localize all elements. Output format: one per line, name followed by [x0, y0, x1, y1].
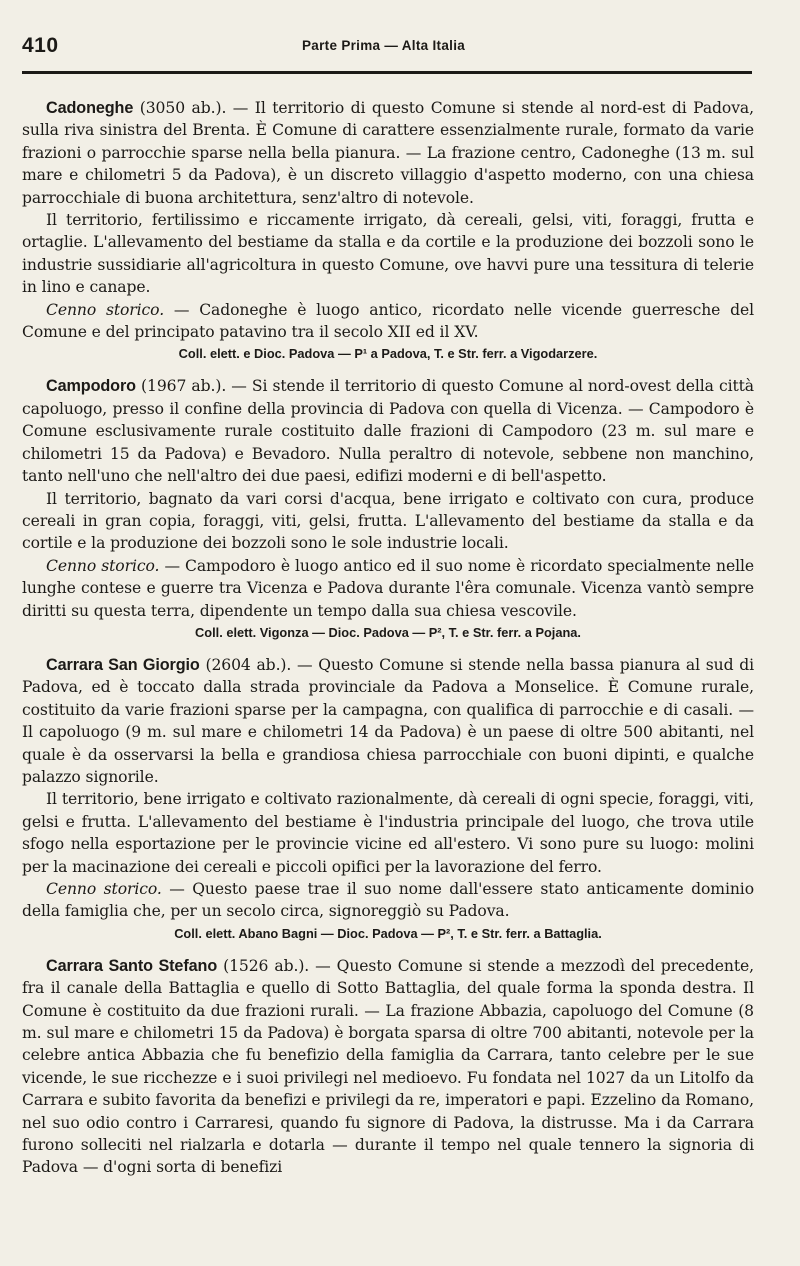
historical-note-label: Cenno storico.	[46, 556, 160, 575]
entry-footnote: Coll. elett. e Dioc. Padova — P¹ a Padova, T. e Str. ferr. a Vigodarzere.	[178, 346, 598, 362]
running-title: Parte Prima — Alta Italia	[302, 38, 466, 53]
entry-paragraph	[22, 209, 754, 299]
entry-paragraph	[22, 97, 754, 209]
historical-note-label: Cenno storico.	[46, 880, 162, 898]
entry-carrara-santo-stefano	[22, 955, 754, 1179]
paragraph-text: Il territorio, fertilissimo e riccamente irrigato, dà cereali, gelsi, viti, foraggi, frutta e ortaglie. L'allevamento del bestiame da stalla e da cortile e la produzione dei bozzoli sono le industrie sussidiarie all'agricoltura in questo Comune, ove havvi pure una tessitura di telerie in lino e canape.	[22, 211, 754, 297]
header-rule	[22, 71, 752, 74]
paragraph-text: (1967 ab.). — Si stende il territorio di questo Comune al nord-ovest della città capoluogo, presso il confine della provincia di Padova con quella di Vicenza. — Campodoro è Comune esclusivamente rurale costituito dalle frazioni di Campodoro (23 m. sul mare e chilometri 15 da Padova) e Bevadoro. Nulla peraltro di notevole, sebbene non manchino, tanto nell'uno che nell'altro dei due paesi, edifizi moderni e di bell'aspetto.	[22, 377, 754, 486]
page-number: 410	[22, 34, 59, 57]
entry-footnote: Coll. elett. Abano Bagni — Dioc. Padova — P², T. e Str. ferr. a Battaglia.	[174, 925, 602, 941]
entry-paragraph	[22, 788, 754, 878]
entry-cadoneghe	[22, 97, 754, 363]
paragraph-text: (2604 ab.). — Questo Comune si stende nella bassa pianura al sud di Padova, ed è toccato dalla strada provinciale da Padova a Monselice. È Comune rurale, costituito da varie frazioni sparse per la campagna, con qualifica di parrocchie e di casali. — Il capoluogo (9 m. sul mare e chilometri 14 da Padova) è un paese di oltre 500 abitanti, nel quale è da osservarsi la bella e grandiosa chiesa parrocchiale con buoni dipinti, e qualche palazzo signorile.	[22, 655, 754, 786]
entry-paragraph	[22, 878, 754, 923]
page-header	[22, 34, 752, 64]
entry-paragraph	[22, 555, 754, 622]
entry-name: Cadoneghe	[46, 99, 134, 117]
paragraph-text: Il territorio, bagnato da vari corsi d'acqua, bene irrigato e coltivato con cura, produce cereali in gran copia, foraggi, viti, gelsi, frutta. L'allevamento del bestiame da stalla e da cortile e la produzione dei bozzoli sono le sole industrie locali.	[22, 489, 754, 553]
paragraph-text: (1526 ab.). — Questo Comune si stende a mezzodì del precedente, fra il canale della Battaglia e quello di Sotto Battaglia, del quale forma la sponda destra. Il Comune è costituito da due frazioni rurali. — La frazione Abbazia, capoluogo del Comune (8 m. sul mare e chilometri 15 da Padova) è borgata sparsa di oltre 700 abitanti, notevole per la celebre antica Abbazia che fu benefizio della famiglia da Carrara, tanto celebre per le sue vicende, le sue ricchezze e i suoi privilegi nel medioevo. Fu fondata nel 1027 da un Litolfo da Carrara e subito favorita da benefizi e privilegi da re, imperatori e papi. Ezzelino da Romano, nel suo odio contro i Carraresi, quando fu signore di Padova, la distrusse. Ma i da Carrara furono solleciti nel rialzarla e dotarla — durante il tempo nel quale tennero la signoria di Padova — d'ogni sorta di benefizi	[22, 956, 754, 1177]
entry-paragraph	[22, 299, 754, 344]
entry-paragraph	[22, 654, 754, 788]
entry-name: Campodoro	[46, 377, 136, 396]
paragraph-text: Il territorio, bene irrigato e coltivato razionalmente, dà cereali di ogni specie, foraggi, viti, gelsi e frutta. L'allevamento del bestiame è l'industria principale del luogo, che trova utile sfogo nella esportazione per le provincie vicine ed all'estero. Vi sono pure su luogo: molini per la macinazione dei cereali e piccoli opifici per la lavorazione del ferro.	[22, 790, 754, 876]
entry-paragraph	[22, 488, 754, 555]
entry-footnote: Coll. elett. Vigonza — Dioc. Padova — P², T. e Str. ferr. a Pojana.	[195, 624, 581, 640]
paragraph-text: — Questo paese trae il suo nome dall'essere stato anticamente dominio della famiglia che, per un secolo circa, signoreggiò su Padova.	[22, 880, 754, 921]
entry-carrara-san-giorgio	[22, 654, 754, 943]
entry-name: Carrara San Giorgio	[46, 655, 200, 674]
entry-paragraph	[22, 955, 754, 1179]
paragraph-text: (3050 ab.). — Il territorio di questo Comune si stende al nord-est di Padova, sulla riva sinistra del Brenta. È Comune di carattere essenzialmente rurale, formato da varie frazioni o parrocchie sparse nella bella pianura. — La frazione centro, Cadoneghe (13 m. sul mare e chilometri 5 da Padova), è un discreto villaggio d'aspetto moderno, con una chiesa parrocchiale di buona architettura, senz'altro di notevole.	[22, 99, 754, 207]
body-text	[22, 97, 754, 1191]
historical-note-label: Cenno storico.	[46, 300, 165, 319]
paragraph-text: — Cadoneghe è luogo antico, ricordato nelle vicende guerresche del Comune e del principato patavino tra il secolo XII ed il XV.	[22, 300, 754, 342]
paragraph-text: — Campodoro è luogo antico ed il suo nome è ricordato specialmente nelle lunghe contese e guerre tra Vicenza e Padova durante l'êra comunale. Vicenza vantò sempre diritti su questa terra, dipendente un tempo dalla sua chiesa vescovile.	[22, 556, 754, 620]
entry-paragraph	[22, 375, 754, 487]
entry-name: Carrara Santo Stefano	[46, 956, 218, 975]
entry-campodoro	[22, 375, 754, 641]
